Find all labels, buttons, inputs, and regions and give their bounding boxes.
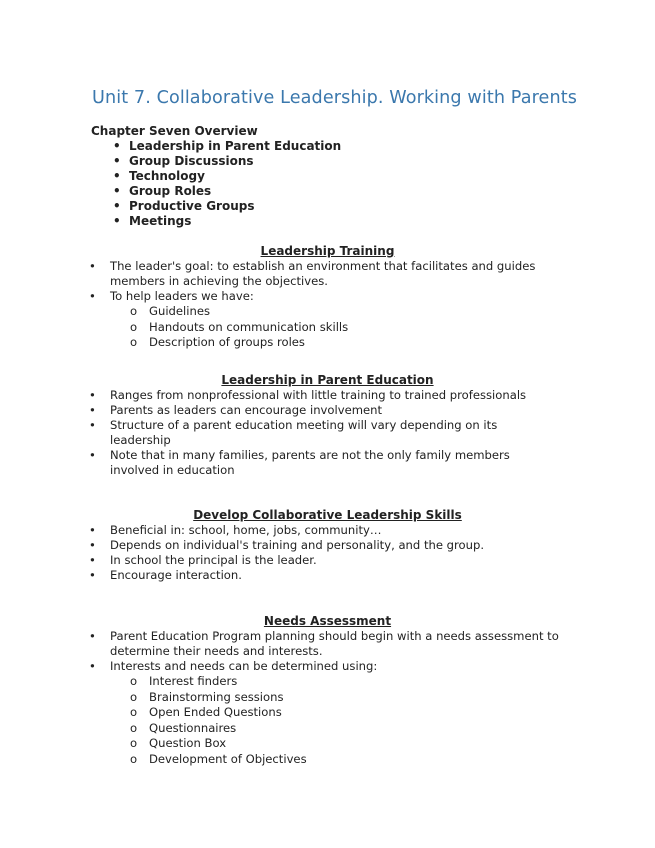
- section-heading-parent-education: Leadership in Parent Education: [221, 373, 434, 387]
- sub-list-item: o Open Ended Questions: [110, 705, 559, 721]
- list-item: • Group Roles: [113, 184, 341, 199]
- list-item: • Structure of a parent education meeting will vary depending on its leadership: [89, 418, 559, 448]
- sub-list: [110, 674, 559, 768]
- list-item: • Group Discussions: [113, 154, 341, 169]
- overview-list: [113, 139, 341, 229]
- leadership-training-list: [89, 259, 559, 351]
- sub-list-item: o Questionnaires: [110, 721, 559, 737]
- list-item: • In school the principal is the leader.: [89, 553, 559, 568]
- sub-list-item: o Question Box: [110, 736, 559, 752]
- section-heading-leadership-training: Leadership Training: [260, 244, 395, 258]
- list-item: • Productive Groups: [113, 199, 341, 214]
- parent-education-list: [89, 388, 559, 478]
- page-title: Unit 7. Collaborative Leadership. Working with Parents: [92, 88, 577, 108]
- list-item: [89, 289, 559, 351]
- sub-list: [110, 304, 559, 351]
- section-heading-needs-assessment: Needs Assessment: [263, 614, 392, 628]
- sub-list-item: o Development of Objectives: [110, 752, 559, 768]
- sub-list-item: o Guidelines: [110, 304, 559, 320]
- collaborative-skills-list: [89, 523, 559, 583]
- list-item: • Encourage interaction.: [89, 568, 559, 583]
- list-item: [89, 659, 559, 768]
- list-item: • Meetings: [113, 214, 341, 229]
- list-item: • Parents as leaders can encourage involvement: [89, 403, 559, 418]
- sub-list-item: o Interest finders: [110, 674, 559, 690]
- overview-heading: Chapter Seven Overview: [91, 124, 258, 138]
- sub-list-item: o Brainstorming sessions: [110, 690, 559, 706]
- list-item: • Note that in many families, parents are not the only family members involved in education: [89, 448, 559, 478]
- list-item: • Leadership in Parent Education: [113, 139, 341, 154]
- needs-assessment-list: [89, 629, 559, 768]
- section-heading-collaborative-skills: Develop Collaborative Leadership Skills: [193, 508, 462, 522]
- list-item: • Depends on individual's training and personality, and the group.: [89, 538, 559, 553]
- sub-list-item: o Description of groups roles: [110, 335, 559, 351]
- list-item-text: To help leaders we have:: [110, 289, 254, 303]
- list-item: • Parent Education Program planning should begin with a needs assessment to determine their needs and interests.: [89, 629, 559, 659]
- list-item: • Beneficial in: school, home, jobs, community…: [89, 523, 559, 538]
- list-item: • The leader's goal: to establish an environment that facilitates and guides members in achieving the objectives.: [89, 259, 559, 289]
- list-item-text: Interests and needs can be determined using:: [110, 659, 378, 673]
- list-item: • Technology: [113, 169, 341, 184]
- sub-list-item: o Handouts on communication skills: [110, 320, 559, 336]
- list-item: • Ranges from nonprofessional with little training to trained professionals: [89, 388, 559, 403]
